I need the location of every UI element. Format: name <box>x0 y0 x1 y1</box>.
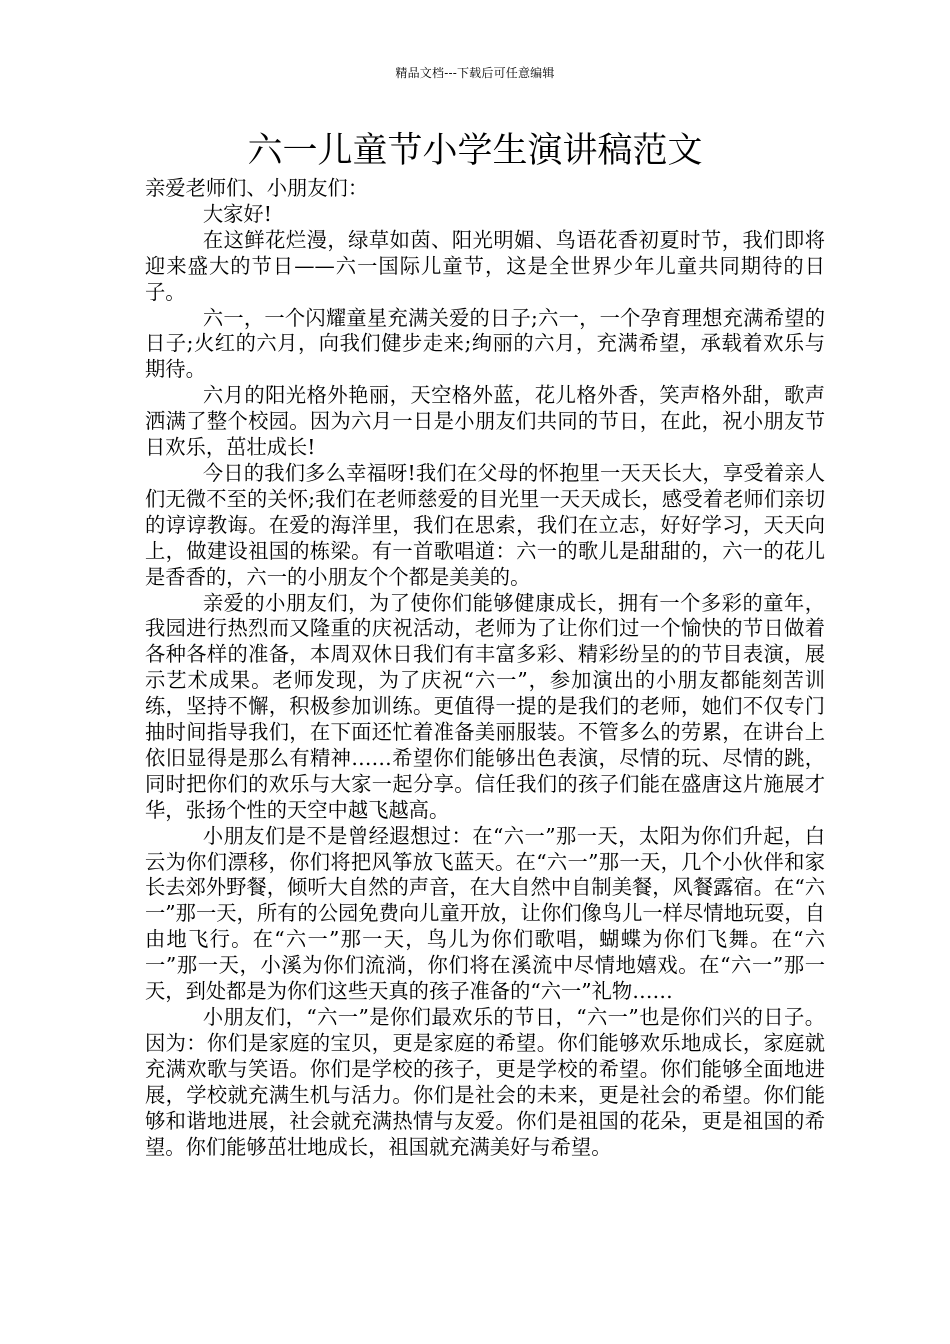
header-note: 精品文档---下载后可任意编辑 <box>395 66 555 80</box>
document-body <box>145 176 825 1160</box>
paragraph-celebration: 亲爱的小朋友们，为了使你们能够健康成长，拥有一个多彩的童年，我园进行热烈而又隆重的庆祝活动，老师为了让你们过一个愉快的节日做着各种各样的准备，本周双休日我们有丰富多彩、精彩纷呈的的节目表演，展示艺术成果。老师发现，为了庆祝“六一”，参加演出的小朋友都能刻苦训练，坚持不懈，积极参加训练。更值得一提的是我们的老师，她们不仅专门抽时间指导我们，在下面还忙着准备美丽服装。不管多么的劳累，在讲台上依旧显得是那么有精神……希望你们能够出色表演，尽情的玩、尽情的跳，同时把你们的欢乐与大家一起分享。信任我们的孩子们能在盛唐这片施展才华，张扬个性的天空中越飞越高。 <box>145 590 825 822</box>
paragraph-happiness: 今日的我们多么幸福呀!我们在父母的怀抱里一天天长大，享受着亲人们无微不至的关怀;我们在老师慈爱的目光里一天天成长，感受着老师们亲切的谆谆教诲。在爱的海洋里，我们在思索，我们在立志，好好学习，天天向上，做建设祖国的栋梁。有一首歌唱道：六一的歌儿是甜甜的，六一的花儿是香香的，六一的小朋友个个都是美美的。 <box>145 460 825 589</box>
paragraph-hope: 小朋友们，“六一”是你们最欢乐的节日，“六一”也是你们兴的日子。因为：你们是家庭的宝贝，更是家庭的希望。你们能够欢乐地成长，家庭就充满欢歌与笑语。你们是学校的孩子，更是学校的希望。你们能够全面地进展，学校就充满生机与活力。你们是社会的未来，更是社会的希望。你们能够和谐地进展，社会就充满热情与友爱。你们是祖国的花朵，更是祖国的希望。你们能够茁壮地成长，祖国就充满美好与希望。 <box>145 1005 825 1159</box>
paragraph-imagination: 小朋友们是不是曾经遐想过：在“六一”那一天，太阳为你们升起，白云为你们漂移，你们将把风筝放飞蓝天。在“六一”那一天，几个小伙伴和家长去郊外野餐，倾听大自然的声音，在大自然中自制美餐，风餐露宿。在“六一”那一天，所有的公园免费向儿童开放，让你们像鸟儿一样尽情地玩耍，自由地飞行。在“六一”那一天，鸟儿为你们歌唱，蝴蝶为你们飞舞。在“六一”那一天，小溪为你们流淌，你们将在溪流中尽情地嬉戏。在“六一”那一天，到处都是为你们这些天真的孩子准备的“六一”礼物…… <box>145 823 825 1004</box>
paragraph-greeting: 大家好! <box>202 201 272 226</box>
paragraph-june-sunshine: 六月的阳光格外艳丽，天空格外蓝，花儿格外香，笑声格外甜，歌声洒满了整个校园。因为六月一日是小朋友们共同的节日，在此，祝小朋友节日欢乐，茁壮成长! <box>145 383 825 460</box>
paragraph-intro: 在这鲜花烂漫，绿草如茵、阳光明媚、鸟语花香初夏时节，我们即将迎来盛大的节日——六一国际儿童节，这是全世界少年儿童共同期待的日子。 <box>145 227 825 304</box>
document-title: 六一儿童节小学生演讲稿范文 <box>247 131 703 171</box>
greeting-line: 亲爱老师们、小朋友们： <box>145 176 369 200</box>
paragraph-june-meaning: 六一，一个闪耀童星充满关爱的日子;六一，一个孕育理想充满希望的日子;火红的六月，向我们健步走来;绚丽的六月，充满希望，承载着欢乐与期待。 <box>145 305 825 382</box>
